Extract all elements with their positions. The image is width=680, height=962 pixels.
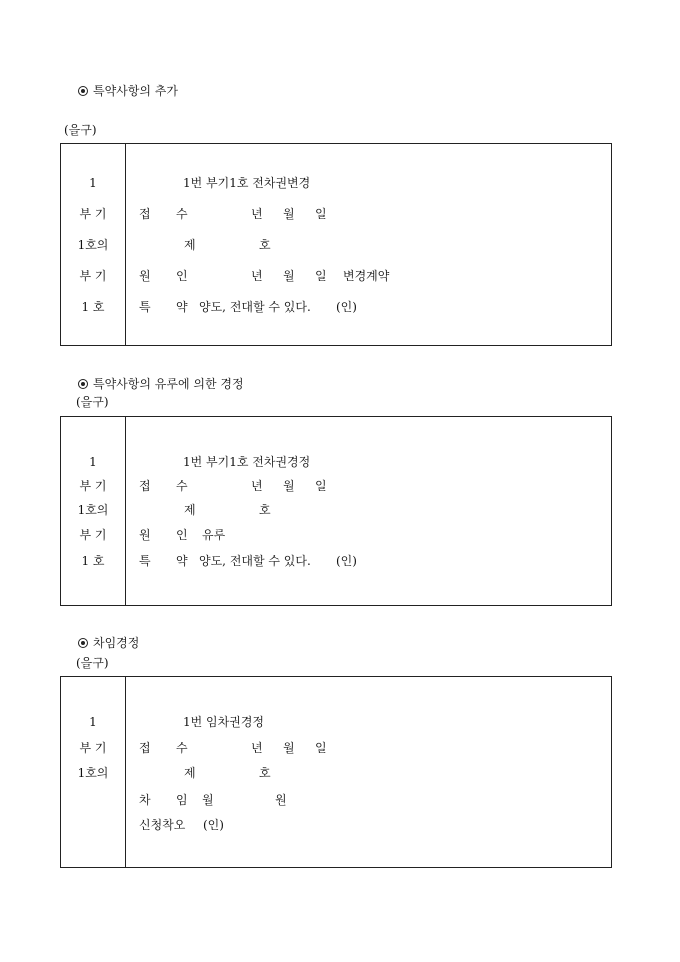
cause-label: 인	[176, 269, 188, 283]
left-label: 1호의	[77, 766, 109, 780]
left-label: 1호의	[77, 503, 109, 517]
year-label: 년	[251, 479, 263, 493]
year-label: 년	[251, 741, 263, 755]
left-label: 1	[89, 176, 97, 190]
left-label: 부 기	[79, 207, 107, 221]
circle-bullet-icon	[78, 379, 88, 389]
section-2-heading: 특약사항의 유루에 의한 경정	[78, 375, 244, 392]
rent-month-label: 월	[202, 793, 214, 807]
cause-label: 원	[139, 269, 151, 283]
month-label: 월	[283, 741, 295, 755]
left-label: 1 호	[81, 300, 105, 314]
number-label: 제	[184, 766, 196, 780]
rent-label: 차	[139, 793, 151, 807]
special-label: 약	[176, 300, 188, 314]
receipt-label: 수	[176, 741, 188, 755]
section-3-heading: 차임경정	[78, 634, 139, 651]
registry-table-2	[60, 416, 612, 606]
registry-table-1	[60, 143, 612, 346]
special-label: 특	[139, 300, 151, 314]
number-suffix: 호	[259, 766, 271, 780]
section-3-note: (을구)	[76, 656, 109, 670]
left-label: 1	[89, 455, 97, 469]
year-label: 년	[251, 207, 263, 221]
month-label: 월	[283, 479, 295, 493]
column-divider	[125, 677, 126, 867]
section-2-note: (을구)	[76, 395, 109, 409]
circle-bullet-icon	[78, 86, 88, 96]
cause-label: 원	[139, 528, 151, 542]
number-label: 제	[184, 503, 196, 517]
column-divider	[125, 144, 126, 345]
day-label: 일	[315, 741, 327, 755]
column-divider	[125, 417, 126, 605]
section-1-note: (을구)	[64, 123, 97, 137]
special-value: 양도, 전대할 수 있다.	[199, 300, 311, 314]
cause-label: 인	[176, 528, 188, 542]
day-label: 일	[315, 479, 327, 493]
day-label: 일	[315, 269, 327, 283]
day-label: 일	[315, 207, 327, 221]
receipt-label: 접	[139, 741, 151, 755]
month-label: 월	[283, 207, 295, 221]
left-label: 1호의	[77, 238, 109, 252]
special-label: 약	[176, 554, 188, 568]
month-label: 월	[283, 269, 295, 283]
number-label: 제	[184, 238, 196, 252]
left-label: 부 기	[79, 528, 107, 542]
won-label: 원	[275, 793, 287, 807]
rent-label: 임	[176, 793, 188, 807]
special-label: 특	[139, 554, 151, 568]
cause-value: 유루	[202, 528, 226, 542]
registry-table-3	[60, 676, 612, 868]
special-value: 양도, 전대할 수 있다.	[199, 554, 311, 568]
seal-mark: (인)	[203, 818, 224, 832]
section-1-heading: 특약사항의 추가	[78, 82, 178, 99]
receipt-label: 접	[139, 479, 151, 493]
cause-value: 변경계약	[343, 269, 390, 283]
number-suffix: 호	[259, 503, 271, 517]
left-label: 부 기	[79, 741, 107, 755]
receipt-label: 접	[139, 207, 151, 221]
receipt-label: 수	[176, 207, 188, 221]
circle-bullet-icon	[78, 638, 88, 648]
entry-title: 1번 부기1호 전차권변경	[183, 176, 311, 190]
seal-mark: (인)	[336, 300, 357, 314]
entry-title: 1번 임차권경정	[183, 715, 265, 729]
receipt-label: 수	[176, 479, 188, 493]
left-label: 1	[89, 715, 97, 729]
cause-value: 신청착오	[139, 818, 186, 832]
left-label: 부 기	[79, 269, 107, 283]
left-label: 1 호	[81, 554, 105, 568]
left-label: 부 기	[79, 479, 107, 493]
number-suffix: 호	[259, 238, 271, 252]
seal-mark: (인)	[336, 554, 357, 568]
year-label: 년	[251, 269, 263, 283]
entry-title: 1번 부기1호 전차권경정	[183, 455, 311, 469]
